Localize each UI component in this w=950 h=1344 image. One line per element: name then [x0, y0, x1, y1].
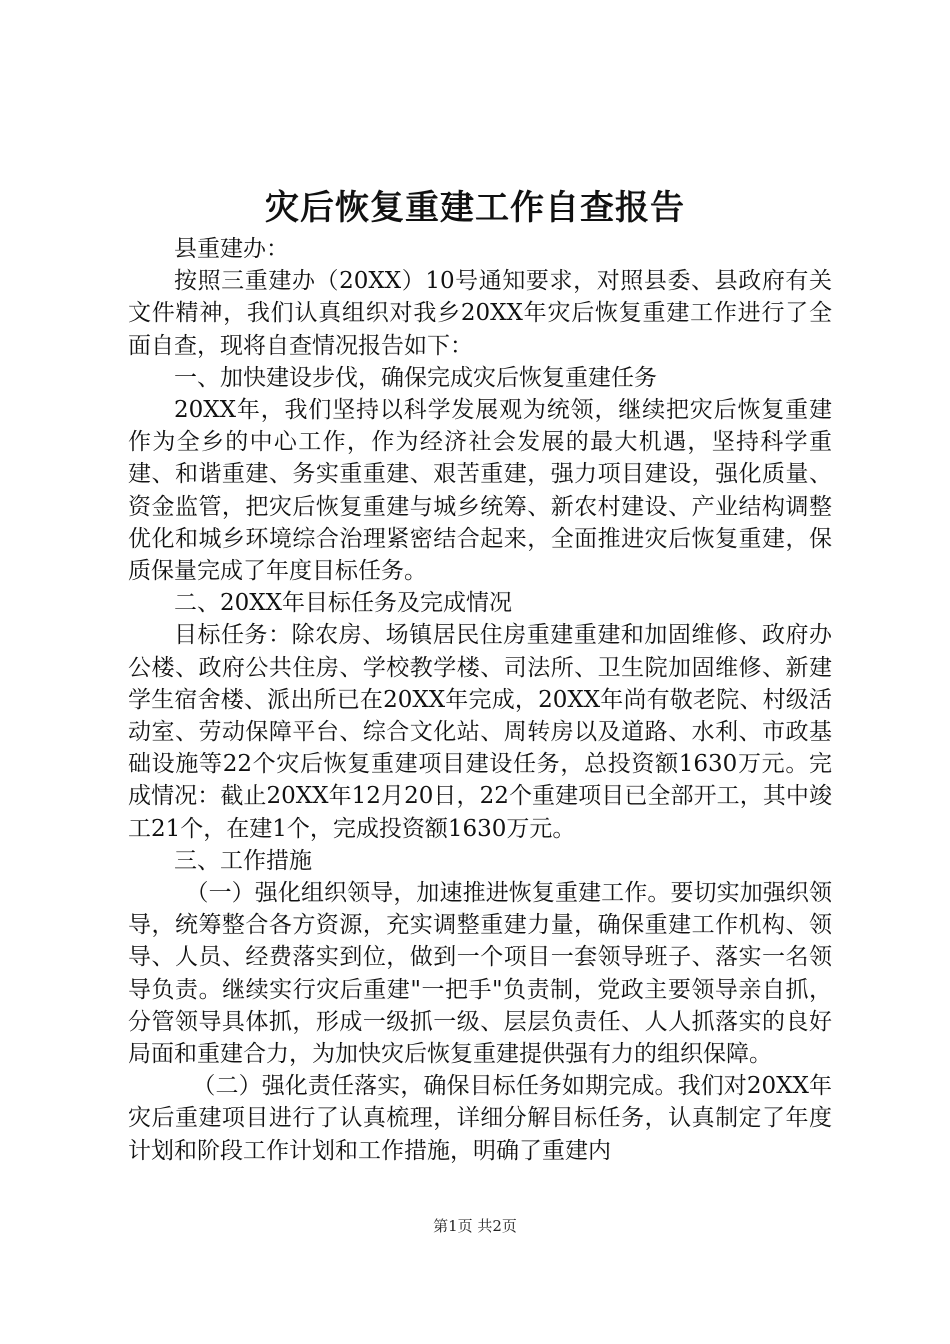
page-number: 第1页 共2页: [433, 1217, 517, 1235]
section-2-paragraph: 目标任务：除农房、场镇居民住房重建重建和加固维修、政府办公楼、政府公共住房、学校教学楼、司法所、卫生院加固维修、新建学生宿舍楼、派出所已在20XX年完成，20XX年尚有敬老院、村级活动室、劳动保障平台、综合文化站、周转房以及道路、水利、市政基础设施等22个灾后恢复重建项目建设任务，总投资额1630万元。完成情况：截止20XX年12月20日，22个重建项目已全部开工，其中竣工21个，在建1个，完成投资额1630万元。: [128, 622, 832, 842]
section-1-paragraph: 20XX年，我们坚持以科学发展观为统领，继续把灾后恢复重建作为全乡的中心工作，作为经济社会发展的最大机遇，坚持科学重建、和谐重建、务实重重建、艰苦重建，强力项目建设，强化质量、资金监管，把灾后恢复重建与城乡统筹、新农村建设、产业结构调整优化和城乡环境综合治理紧密结合起来，全面推进灾后恢复重建，保质保量完成了年度目标任务。: [128, 397, 832, 585]
section-heading-3: 三、工作措施: [174, 847, 312, 874]
intro-paragraph: 按照三重建办（20XX）10号通知要求，对照县委、县政府有关文件精神，我们认真组织对我乡20XX年灾后恢复重建工作进行了全面自查，现将自查情况报告如下：: [128, 268, 832, 359]
measure-1-paragraph: （一）强化组织领导，加速推进恢复重建工作。要切实加强织领导，统筹整合各方资源，充实调整重建力量，确保重建工作机构、领导、人员、经费落实到位，做到一个项目一套领导班子、落实一名领导负责。继续实行灾后重建"一把手"负责制，党政主要领导亲自抓，分管领导具体抓，形成一级抓一级、层层负责任、人人抓落实的良好局面和重建合力，为加快灾后恢复重建提供强有力的组织保障。: [128, 880, 832, 1068]
salutation: 县重建办：: [174, 236, 289, 262]
measure-2-paragraph: （二）强化责任落实，确保目标任务如期完成。我们对20XX年灾后重建项目进行了认真梳理，详细分解目标任务，认真制定了年度计划和阶段工作计划和工作措施，明确了重建内: [128, 1073, 832, 1164]
document-body: [128, 233, 832, 1167]
section-heading-2: 二、20XX年目标任务及完成情况: [174, 590, 513, 617]
section-heading-1: 一、加快建设步伐，确保完成灾后恢复重建任务: [174, 364, 657, 391]
document-title: 灾后恢复重建工作自查报告: [265, 188, 685, 228]
